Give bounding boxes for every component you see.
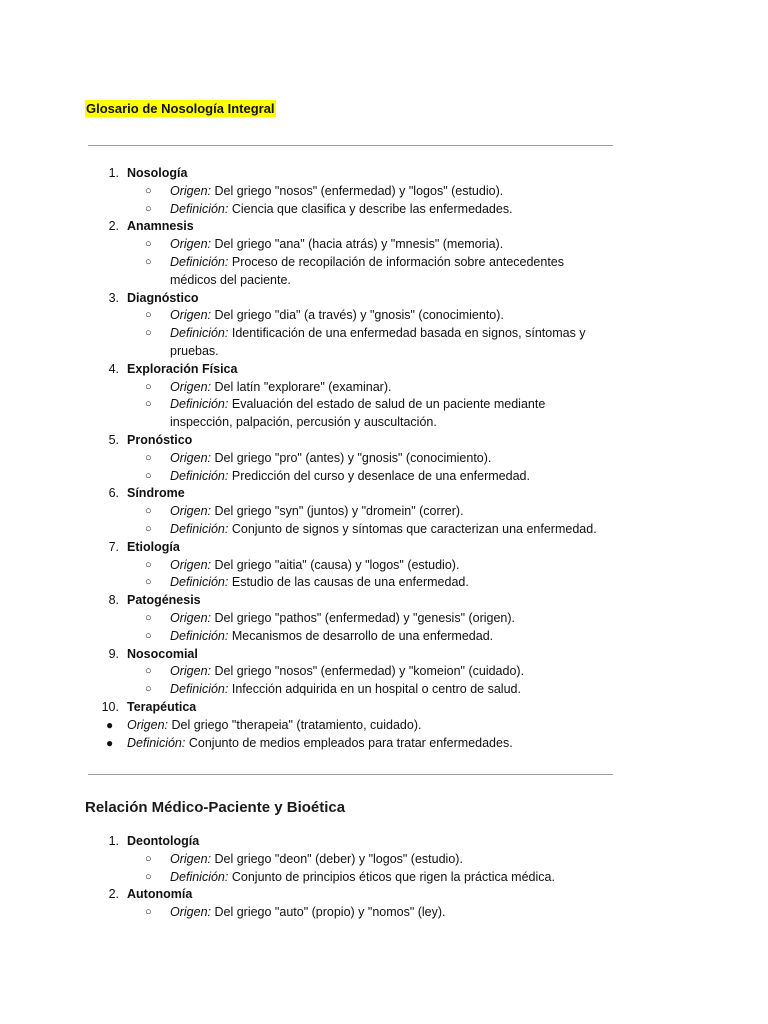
list-item: [0, 592, 768, 610]
origin-line: [0, 503, 768, 521]
term-name: Patogénesis: [127, 593, 201, 608]
origin-text: Del griego "syn" (juntos) y "dromein" (correr).: [214, 504, 464, 519]
definition-line: [0, 628, 768, 646]
item-number: 6.: [108, 486, 119, 501]
origin-line: [0, 717, 768, 735]
origin-text: Del griego "nosos" (enfermedad) y "komeion" (cuidado).: [214, 664, 525, 679]
list-item: [0, 646, 768, 664]
list-item: [0, 833, 768, 851]
item-number: 3.: [108, 290, 119, 305]
hollow-bullet-icon: ○: [145, 852, 152, 865]
hollow-bullet-icon: ○: [145, 238, 152, 251]
glossary-list: [0, 165, 768, 752]
origin-label: Origen:: [170, 610, 211, 625]
hollow-bullet-icon: ○: [145, 184, 152, 197]
definition-label: Definición:: [170, 575, 229, 590]
definition-text: Proceso de recopilación de información sobre antecedentes médicos del paciente.: [170, 254, 565, 287]
definition-line: [0, 396, 768, 432]
horizontal-divider: [88, 145, 613, 146]
origin-label: Origen:: [170, 557, 211, 572]
origin-text: Del griego "therapeia" (tratamiento, cuidado).: [171, 717, 422, 732]
list-item: [0, 699, 768, 717]
origin-label: Origen:: [170, 851, 211, 866]
origin-text: Del griego "nosos" (enfermedad) y "logos" (estudio).: [214, 183, 504, 198]
hollow-bullet-icon: ○: [145, 309, 152, 322]
item-number: 8.: [108, 593, 119, 608]
list-item: [0, 539, 768, 557]
origin-label: Origen:: [170, 379, 211, 394]
definition-line: [0, 201, 768, 219]
definition-text: Evaluación del estado de salud de un paciente mediante inspección, palpación, percusión y auscultación.: [170, 397, 546, 430]
hollow-bullet-icon: ○: [145, 202, 152, 215]
origin-label: Origen:: [127, 717, 168, 732]
definition-line: [0, 869, 768, 887]
list-item: [0, 432, 768, 450]
list-item: [0, 485, 768, 503]
item-number: 4.: [108, 361, 119, 376]
term-name: Autonomía: [127, 887, 193, 902]
origin-line: [0, 663, 768, 681]
origin-label: Origen:: [170, 504, 211, 519]
definition-label: Definición:: [170, 201, 229, 216]
origin-text: Del griego "aitia" (causa) y "logos" (estudio).: [214, 557, 460, 572]
item-number: 2.: [108, 219, 119, 234]
definition-text: Infección adquirida en un hospital o centro de salud.: [231, 682, 521, 697]
hollow-bullet-icon: ○: [145, 665, 152, 678]
origin-text: Del griego "dia" (a través) y "gnosis" (conocimiento).: [214, 308, 504, 323]
definition-label: Definición:: [170, 468, 229, 483]
list-item: [0, 290, 768, 308]
list-item: [0, 886, 768, 904]
item-number: 5.: [108, 432, 119, 447]
origin-line: [0, 557, 768, 575]
section-title: Relación Médico-Paciente y Bioética: [85, 799, 346, 816]
origin-line: [0, 379, 768, 397]
term-name: Terapéutica: [127, 699, 197, 714]
definition-line: [0, 325, 768, 361]
item-number: 7.: [108, 539, 119, 554]
origin-line: [0, 450, 768, 468]
definition-label: Definición:: [170, 254, 229, 269]
definition-line: [0, 574, 768, 592]
term-name: Etiología: [127, 539, 180, 554]
item-number: 1.: [108, 166, 119, 180]
hollow-bullet-icon: ○: [145, 576, 152, 589]
origin-line: [0, 851, 768, 869]
definition-line: [0, 735, 768, 753]
definition-text: Ciencia que clasifica y describe las enfermedades.: [231, 201, 513, 216]
origin-text: Del latín "explorare" (examinar).: [214, 379, 392, 394]
term-name: Deontología: [127, 834, 200, 848]
origin-text: Del griego "pro" (antes) y "gnosis" (conocimiento).: [214, 450, 492, 465]
item-number: 1.: [108, 834, 119, 848]
origin-line: [0, 183, 768, 201]
origin-line: [0, 236, 768, 254]
origin-label: Origen:: [170, 664, 211, 679]
list-item: [0, 218, 768, 236]
definition-label: Definición:: [170, 682, 229, 697]
definition-label: Definición:: [170, 326, 229, 341]
definition-text: Predicción del curso y desenlace de una enfermedad.: [231, 468, 530, 483]
list-item: [0, 165, 768, 183]
definition-text: Conjunto de signos y síntomas que caracterizan una enfermedad.: [231, 521, 597, 536]
hollow-bullet-icon: ○: [145, 255, 152, 268]
hollow-bullet-icon: ○: [145, 629, 152, 642]
term-name: Nosocomial: [127, 646, 198, 661]
hollow-bullet-icon: ○: [145, 398, 152, 411]
term-name: Diagnóstico: [127, 290, 199, 305]
origin-text: Del griego "auto" (propio) y "nomos" (ley).: [214, 905, 446, 920]
origin-label: Origen:: [170, 450, 211, 465]
hollow-bullet-icon: ○: [145, 683, 152, 696]
hollow-bullet-icon: ○: [145, 870, 152, 883]
origin-line: [0, 610, 768, 628]
origin-text: Del griego "deon" (deber) y "logos" (estudio).: [214, 851, 463, 866]
horizontal-divider: [88, 774, 613, 775]
definition-text: Conjunto de principios éticos que rigen la práctica médica.: [231, 869, 555, 884]
origin-label: Origen:: [170, 237, 211, 252]
hollow-bullet-icon: ○: [145, 558, 152, 571]
definition-label: Definición:: [170, 869, 229, 884]
definition-text: Conjunto de medios empleados para tratar enfermedades.: [188, 735, 513, 750]
list-item: [0, 361, 768, 379]
definition-line: [0, 468, 768, 486]
definition-text: Mecanismos de desarrollo de una enfermedad.: [231, 628, 494, 643]
term-name: Pronóstico: [127, 432, 193, 447]
definition-line: [0, 254, 768, 290]
item-number: 10.: [101, 699, 119, 714]
bioethics-list: [0, 833, 768, 922]
document-title: Glosario de Nosología Integral: [86, 101, 275, 116]
solid-bullet-icon: ●: [106, 717, 114, 732]
item-number: 2.: [108, 887, 119, 902]
term-name: Exploración Física: [127, 361, 238, 376]
hollow-bullet-icon: ○: [145, 611, 152, 624]
hollow-bullet-icon: ○: [145, 522, 152, 535]
origin-label: Origen:: [170, 183, 211, 198]
origin-line: [0, 307, 768, 325]
hollow-bullet-icon: ○: [145, 906, 152, 919]
origin-text: Del griego "pathos" (enfermedad) y "genesis" (origen).: [214, 610, 516, 625]
origin-label: Origen:: [170, 905, 211, 920]
origin-line: [0, 904, 768, 922]
definition-label: Definición:: [170, 521, 229, 536]
item-number: 9.: [108, 646, 119, 661]
origin-text: Del griego "ana" (hacia atrás) y "mnesis" (memoria).: [214, 237, 504, 252]
hollow-bullet-icon: ○: [145, 469, 152, 482]
hollow-bullet-icon: ○: [145, 327, 152, 340]
term-name: Síndrome: [127, 486, 185, 501]
hollow-bullet-icon: ○: [145, 451, 152, 464]
definition-label: Definición:: [170, 397, 229, 412]
definition-text: Estudio de las causas de una enfermedad.: [231, 575, 469, 590]
term-name: Anamnesis: [127, 219, 194, 234]
hollow-bullet-icon: ○: [145, 380, 152, 393]
definition-line: [0, 521, 768, 539]
origin-label: Origen:: [170, 308, 211, 323]
definition-label: Definición:: [170, 628, 229, 643]
hollow-bullet-icon: ○: [145, 505, 152, 518]
definition-text: Identificación de una enfermedad basada en signos, síntomas y pruebas.: [170, 326, 586, 358]
solid-bullet-icon: ●: [106, 735, 114, 750]
term-name: Nosología: [127, 166, 188, 180]
definition-label: Definición:: [127, 735, 186, 750]
definition-line: [0, 681, 768, 699]
